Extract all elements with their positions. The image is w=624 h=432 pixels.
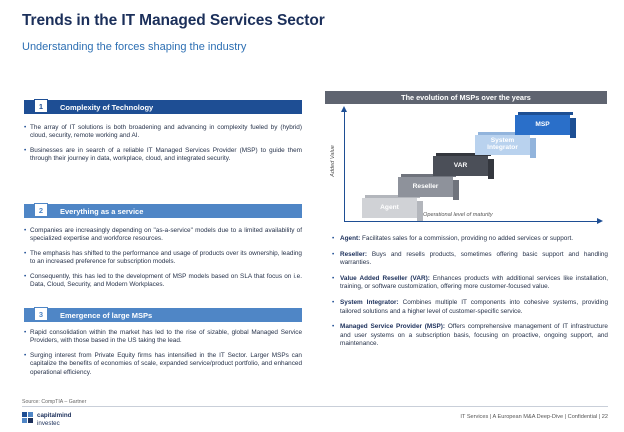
step-side-face [417,201,423,221]
step-var [433,156,488,176]
step-label: VAR [453,161,468,169]
logo-mark-icon [22,412,34,424]
step-side-face [570,118,576,138]
step-label: Agent [380,203,399,211]
section-bullets-as-a-service [24,227,302,295]
capitalmind-logo [22,411,92,429]
footer-text: IT Services | A European M&A Deep-Dive | Confidential | 22 [460,414,608,420]
step-top-face [518,112,573,115]
step-agent [362,198,417,218]
msp-evolution-chart [325,104,607,228]
section-title: Emergence of large MSPs [60,310,153,320]
definition-text: Combines multiple IT components into cohesive systems, providing tailored solutions and a higher level of customer-specific service. [340,298,609,315]
definition-item [332,251,608,268]
page-subtitle: Understanding the forces shaping the industry [22,41,247,53]
definition-item [332,235,608,244]
definition-item [332,323,608,349]
x-axis-arrow [344,221,599,222]
logo-line-2: investec [37,420,60,427]
definition-term: System Integrator: [340,298,399,306]
step-system-integrator [475,135,530,155]
logo-line-1: capitalmind [37,412,72,419]
step-side-face [453,180,459,200]
section-title: Complexity of Technology [60,102,154,112]
bullet-item: • The emphasis has shifted to the performance and usage of products over its ownership, leading to an increased preference for subscription models. [24,250,302,267]
y-axis-arrow [344,110,345,222]
x-axis-label: Operational level of maturity [423,212,493,218]
footer-divider [22,406,608,407]
msp-definitions [332,235,608,356]
definition-text: Facilitates sales for a commission, providing no added services or support. [360,235,573,242]
definition-term: Managed Service Provider (MSP): [340,323,446,331]
bullet-item: • Consequently, this has led to the development of MSP models based on SLA that focus on i.e. Data, Cloud, Security, and Modern Workplaces. [24,273,302,290]
definition-item [332,299,608,316]
bullet-item: • Surging interest from Private Equity firms has intensified in the IT Sector. Larger MSPs can capitalize the benefits of economies of scale, expanded service/product portfolio, and enhanced operational efficiency. [24,352,302,377]
definition-item [332,275,608,292]
step-msp [515,115,570,135]
section-header-complexity [24,100,302,114]
section-number: 1 [34,99,48,113]
chart-title: The evolution of MSPs over the years [325,91,607,104]
bullet-item: • Businesses are in search of a reliable IT Managed Services Provider (MSP) to guide them through their journey in data, workplace, cloud, and integrated security. [24,147,302,164]
bullet-item: • Companies are increasingly depending on "as-a-service" models due to a limited availability of specialized expertise and workforce resources. [24,227,302,244]
section-header-as-a-service [24,204,302,218]
source-note: Source: CompTIA – Gartner [22,399,87,405]
section-header-large-msps [24,308,302,322]
step-reseller [398,177,453,197]
step-label: MSP [535,120,550,128]
bullet-item: • Rapid consolidation within the market has led to the rise of sizable, global Managed Service Providers, with those based in the US taking the lead. [24,329,302,346]
section-number: 3 [34,307,48,321]
definition-text: Offers comprehensive management of IT infrastructure and user systems on a subscription basis, focusing on proactive, ongoing support, and maintenance. [340,323,608,348]
definition-text: Buys and resells products, sometimes offering basic support and handling warranties. [340,250,608,267]
definition-term: Value Added Reseller (VAR): [340,274,430,282]
step-label: Reseller [412,182,439,190]
step-side-face [488,159,494,179]
definition-term: Agent: [340,235,361,242]
page-title: Trends in the IT Managed Services Sector [22,12,325,29]
definition-term: Reseller: [340,250,367,258]
step-side-face [530,138,536,158]
step-label: System Integrator [487,137,518,151]
bullet-item: • The array of IT solutions is both broadening and advancing in complexity fueled by (hybrid) cloud, security, remote working and AI. [24,124,302,141]
y-axis-label: Added Value [329,145,336,177]
definition-text: Enhances products with additional services like installation, training, or software customization, offering more customer-focused value. [340,274,608,291]
section-bullets-complexity [24,124,302,170]
section-bullets-large-msps [24,329,302,383]
section-title: Everything as a service [60,206,144,216]
section-number: 2 [34,203,48,217]
